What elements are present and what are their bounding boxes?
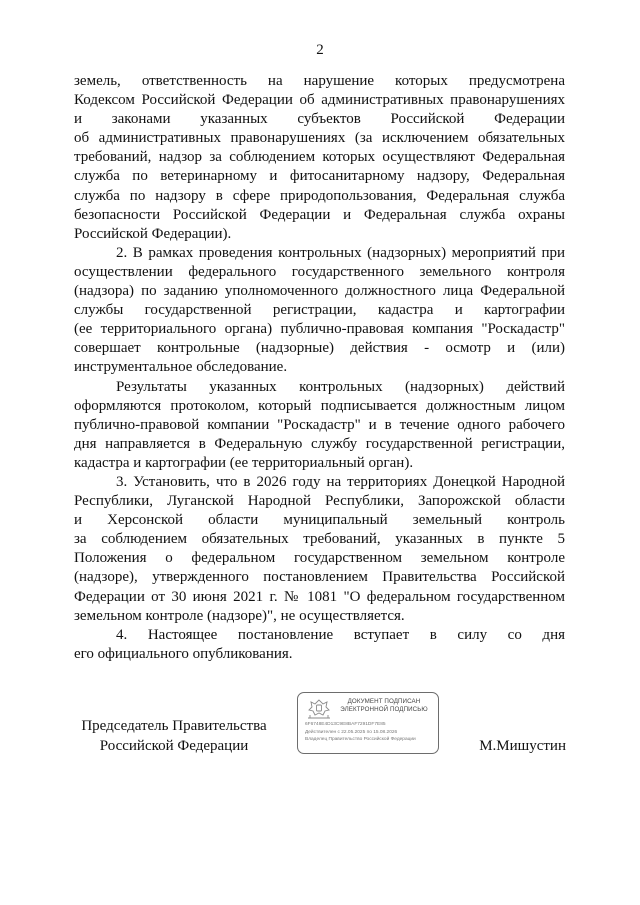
document-body [74, 72, 565, 664]
certificate-validity: Действителен с 22.05.2025 по 15.08.2026 [305, 730, 398, 735]
text-line: (надзоре), утвержденного постановлением Правительства Российской [74, 569, 565, 586]
text-line: Республики, Луганской Народной Республики, Запорожской области [74, 493, 565, 510]
text-line: (ее территориального органа) публично-правовая компания "Роскадастр" [74, 321, 565, 338]
paragraph-4-start: 4. Настоящее постановление вступает в силу со дня [116, 626, 565, 643]
text-line: его официального опубликования. [74, 645, 293, 662]
coat-of-arms-icon [305, 698, 333, 720]
text-line: служба по ветеринарному и фитосанитарному надзору, Федеральная [74, 168, 565, 185]
text-line: земельном контроле (надзоре)", не осуществляется. [74, 607, 405, 624]
text-line: и Херсонской области муниципальный земельный контроль [74, 512, 565, 529]
text-line: безопасности Российской Федерации и Федеральная служба охраны [74, 206, 565, 223]
certificate-serial: 6F6748E4D13C9E8BAF7291DF7E85 [305, 722, 386, 727]
signatory-title [74, 716, 274, 756]
text-line: земель, ответственность на нарушение которых предусмотрена [74, 73, 565, 89]
text-line: Российской Федерации). [74, 225, 232, 242]
text-line: и законами указанных субъектов Российской Федерации [74, 111, 565, 128]
text-line: службы государственной регистрации, кадастра и картографии [74, 302, 565, 319]
text-line: за соблюдением обязательных требований, указанных в пункте 5 [74, 531, 565, 548]
stamp-title-line: ЭЛЕКТРОННОЙ ПОДПИСЬЮ [340, 706, 428, 713]
text-line: об административных правонарушениях (за исключением обязательных [74, 130, 565, 147]
page-number: 2 [316, 42, 324, 58]
text-line: требований, надзор за соблюдением которых осуществляют Федеральная [74, 149, 565, 166]
electronic-signature-stamp [297, 692, 439, 754]
text-line: Положения о федеральном государственном земельном контроле [74, 550, 565, 567]
signatory-title-line: Председатель Правительства [81, 718, 267, 734]
text-line: дня направляется в Федеральную службу государственной регистрации, [74, 435, 565, 452]
certificate-owner: Владелец Правительство Российской Федерации [305, 737, 416, 742]
text-line: служба по надзору в сфере природопользования, Федеральная служба [74, 187, 565, 204]
paragraph-results-start: Результаты указанных контрольных (надзорных) действий [116, 378, 565, 395]
text-line: публично-правовой компании "Роскадастр" и в течение одного рабочего [74, 416, 565, 433]
stamp-title [334, 698, 434, 714]
signatory-title-line: Российской Федерации [99, 738, 249, 754]
paragraph-2-start: 2. В рамках проведения контрольных (надзорных) мероприятий при [116, 244, 565, 261]
text-line: совершает контрольные (надзорные) действия - осмотр и (или) [74, 340, 565, 357]
stamp-title-line: ДОКУМЕНТ ПОДПИСАН [347, 698, 421, 705]
text-line: инструментальное обследование. [74, 359, 288, 376]
text-line: (надзора) по заданию уполномоченного должностного лица Федеральной [74, 283, 565, 300]
paragraph-3-start: 3. Установить, что в 2026 году на территориях Донецкой Народной [116, 473, 565, 490]
signatory-name: М.Мишустин [479, 738, 566, 754]
text-line: Кодексом Российской Федерации об административных правонарушениях [74, 92, 565, 109]
text-line: кадастра и картографии (ее территориальный орган). [74, 454, 414, 471]
text-line: Федерации от 30 июня 2021 г. № 1081 "О федеральном государственном [74, 588, 565, 605]
text-line: оформляются протоколом, который подписывается должностным лицом [74, 397, 565, 414]
text-line: осуществлении федерального государственного земельного контроля [74, 263, 565, 280]
